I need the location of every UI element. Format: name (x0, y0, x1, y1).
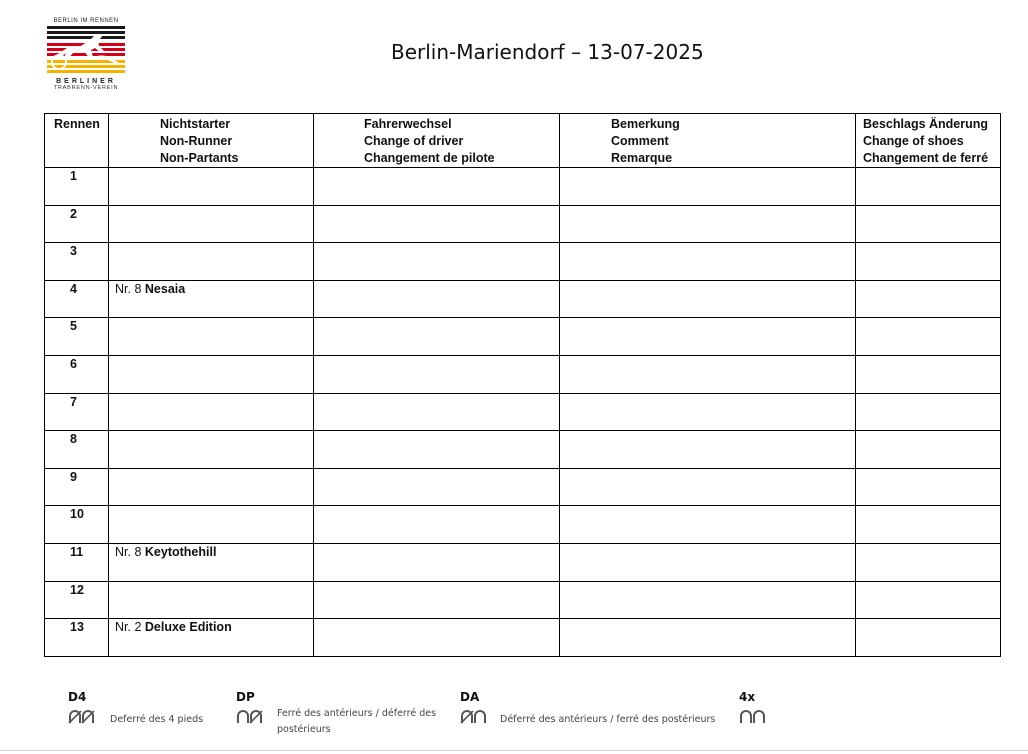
nonstarter-cell (109, 318, 314, 356)
page-title: Berlin-Mariendorf – 13-07-2025 (391, 40, 704, 64)
comment-cell (560, 581, 856, 619)
header-shoes-change-de: Beschlags Änderung (863, 117, 989, 131)
horse-number: Nr. 8 (115, 281, 142, 296)
race-number: 6 (45, 355, 109, 393)
table-body (45, 168, 1001, 657)
driver-change-cell (314, 318, 560, 356)
header-comment (560, 114, 856, 168)
table-row (45, 468, 1001, 506)
driver-change-cell (314, 468, 560, 506)
race-number: 1 (45, 168, 109, 206)
driver-change-cell (314, 581, 560, 619)
table-row (45, 318, 1001, 356)
header-driver-change-en: Change of driver (364, 134, 464, 148)
legend-item-d4 (68, 690, 204, 725)
table-row (45, 506, 1001, 544)
header-shoes-change-en: Change of shoes (863, 134, 964, 148)
nonstarter-cell (109, 581, 314, 619)
logo-subtitle: TRABRENN-VEREIN (53, 85, 119, 91)
nonstarter-cell (109, 280, 314, 318)
header-nonstarter (109, 114, 314, 168)
nonstarter-cell (109, 506, 314, 544)
legend-desc: Deferré des 4 pieds (110, 714, 204, 725)
header-comment-de: Bemerkung (611, 117, 680, 131)
comment-cell (560, 543, 856, 581)
horse-name: Nesaia (144, 281, 186, 296)
shod-all-four-icon (739, 710, 767, 724)
shoes-change-cell (856, 243, 1001, 281)
table-row (45, 355, 1001, 393)
comment-cell (560, 506, 856, 544)
header-driver-change-de: Fahrerwechsel (364, 117, 452, 131)
header-shoes-change (856, 114, 1001, 168)
table-row (45, 168, 1001, 206)
comment-cell (560, 243, 856, 281)
header-nonstarter-en: Non-Runner (160, 134, 233, 148)
driver-change-cell (314, 619, 560, 657)
driver-change-cell (314, 506, 560, 544)
nonstarter-cell (109, 543, 314, 581)
nonstarter-cell (109, 168, 314, 206)
comment-cell (560, 205, 856, 243)
nonstarter-cell (109, 393, 314, 431)
comment-cell (560, 431, 856, 469)
header-shoes-change-fr: Changement de ferré (863, 151, 989, 165)
driver-change-cell (314, 431, 560, 469)
table-row (45, 393, 1001, 431)
table-row (45, 543, 1001, 581)
legend-item-dp (236, 690, 437, 735)
table-row (45, 243, 1001, 281)
driver-change-cell (314, 205, 560, 243)
header-race-label: Rennen (54, 117, 100, 131)
horse-name: Keytothehill (144, 544, 217, 559)
driver-change-cell (314, 168, 560, 206)
shoes-change-cell (856, 355, 1001, 393)
logo-flag-graphic (47, 26, 125, 76)
horse-number: Nr. 8 (115, 544, 142, 559)
nonstarter-cell (109, 355, 314, 393)
race-number: 3 (45, 243, 109, 281)
table-row (45, 619, 1001, 657)
header-comment-fr: Remarque (611, 151, 673, 165)
header-nonstarter-de: Nichtstarter (160, 117, 231, 131)
shoes-change-cell (856, 168, 1001, 206)
comment-cell (560, 393, 856, 431)
driver-change-cell (314, 543, 560, 581)
race-number: 7 (45, 393, 109, 431)
legend-code: 4x (739, 690, 756, 704)
header-driver-change (314, 114, 560, 168)
table-header-row (45, 114, 1001, 168)
header-race (45, 114, 109, 168)
race-changes-table (44, 113, 1001, 657)
race-number: 9 (45, 468, 109, 506)
race-number: 5 (45, 318, 109, 356)
race-number: 10 (45, 506, 109, 544)
race-number: 4 (45, 280, 109, 318)
legend-item-4x (739, 690, 755, 704)
legend-desc: Ferré des antérieurs / déferré des postérieurs (277, 708, 437, 735)
nonstarter-cell (109, 205, 314, 243)
header-nonstarter-fr: Non-Partants (160, 151, 239, 165)
comment-cell (560, 318, 856, 356)
driver-change-cell (314, 393, 560, 431)
comment-cell (560, 280, 856, 318)
shoes-change-cell (856, 318, 1001, 356)
shoes-change-cell (856, 431, 1001, 469)
comment-cell (560, 468, 856, 506)
footer-divider (0, 750, 1028, 751)
nonstarter-cell (109, 619, 314, 657)
shoes-change-cell (856, 506, 1001, 544)
comment-cell (560, 168, 856, 206)
shoes-change-cell (856, 581, 1001, 619)
shoes-change-cell (856, 393, 1001, 431)
table-row (45, 431, 1001, 469)
race-number: 13 (45, 619, 109, 657)
table-row (45, 205, 1001, 243)
trotting-horse-flag-icon (47, 26, 125, 76)
race-number: 12 (45, 581, 109, 619)
legend-desc: Déferré des antérieurs / ferré des postérieurs (500, 714, 716, 725)
nonstarter-cell (109, 431, 314, 469)
nonstarter-cell (109, 468, 314, 506)
nonstarter-cell (109, 243, 314, 281)
table-row (45, 280, 1001, 318)
driver-change-cell (314, 243, 560, 281)
driver-change-cell (314, 355, 560, 393)
berliner-trabrenn-verein-logo (47, 18, 125, 98)
race-number: 11 (45, 543, 109, 581)
horse-name: Deluxe Edition (144, 620, 232, 635)
logo-top-text: BERLIN IM RENNEN (53, 18, 119, 24)
legend-code: D4 (68, 690, 87, 704)
unshod-front-shod-hind-icon (460, 710, 488, 724)
shod-front-unshod-hind-icon (236, 710, 264, 724)
comment-cell (560, 355, 856, 393)
header-comment-en: Comment (611, 134, 669, 148)
header-driver-change-fr: Changement de pilote (364, 151, 495, 165)
horse-number: Nr. 2 (115, 620, 142, 635)
race-number: 8 (45, 431, 109, 469)
unshod-all-four-icon (68, 710, 96, 724)
shoes-change-cell (856, 205, 1001, 243)
logo-name: BERLINER (56, 78, 116, 85)
race-number: 2 (45, 205, 109, 243)
legend-code: DP (236, 690, 255, 704)
legend-code: DA (460, 690, 480, 704)
comment-cell (560, 619, 856, 657)
table-row (45, 581, 1001, 619)
legend-item-da (460, 690, 716, 725)
driver-change-cell (314, 280, 560, 318)
shoes-change-cell (856, 468, 1001, 506)
shoes-change-cell (856, 280, 1001, 318)
shoes-change-cell (856, 543, 1001, 581)
shoes-change-cell (856, 619, 1001, 657)
